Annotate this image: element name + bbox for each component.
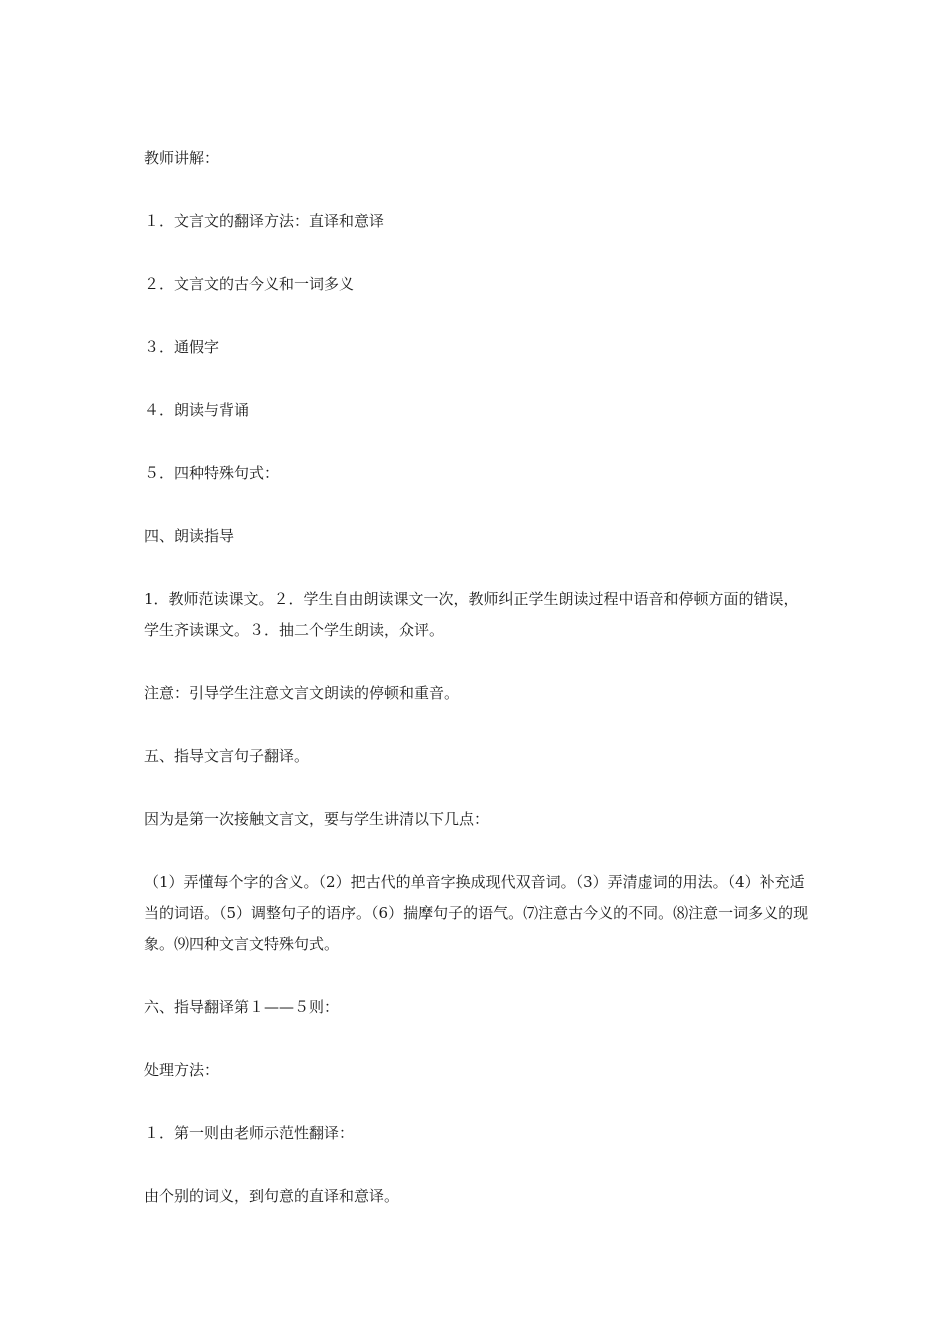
paragraph-method-item-1: １．第一则由老师示范性翻译： [144,1124,355,1142]
paragraph-note: 注意：引导学生注意文言文朗读的停顿和重音。 [144,684,460,702]
paragraph-final: 由个别的词义，到句意的直译和意译。 [144,1187,400,1205]
paragraph-item-4: ４．朗读与背诵 [144,401,250,419]
paragraph-item-2: ２．文言文的古今义和一词多义 [144,275,355,293]
section-heading-4: 四、朗读指导 [144,527,235,545]
paragraph-teacher-explanation: 教师讲解： [144,149,220,167]
paragraph-method: 处理方法： [144,1061,220,1079]
paragraph-intro-points: 因为是第一次接触文言文，要与学生讲清以下几点： [144,810,490,828]
section-heading-5: 五、指导文言句子翻译。 [144,747,310,765]
paragraph-translation-points: （1）弄懂每个字的含义。（2）把古代的单音字换成现代双音词。（3）弄清虚词的用法。（4）补充适当的词语。（5）调整句子的语序。（6）揣摩句子的语气。⑺注意古今义的不同。⑻注意一词多义的现象。⑼四种文言文特殊句式。 [144,873,809,953]
paragraph-item-3: ３．通假字 [144,338,220,356]
document-body [144,143,810,1212]
paragraph-item-1: １．文言文的翻译方法：直译和意译 [144,212,385,230]
paragraph-item-5: ５．四种特殊句式： [144,464,280,482]
paragraph-reading-steps: 1．教师范读课文。２．学生自由朗读课文一次，教师纠正学生朗读过程中语音和停顿方面的错误，学生齐读课文。３．抽二个学生朗读，众评。 [144,590,799,639]
section-heading-6: 六、指导翻译第１——５则： [144,998,340,1016]
